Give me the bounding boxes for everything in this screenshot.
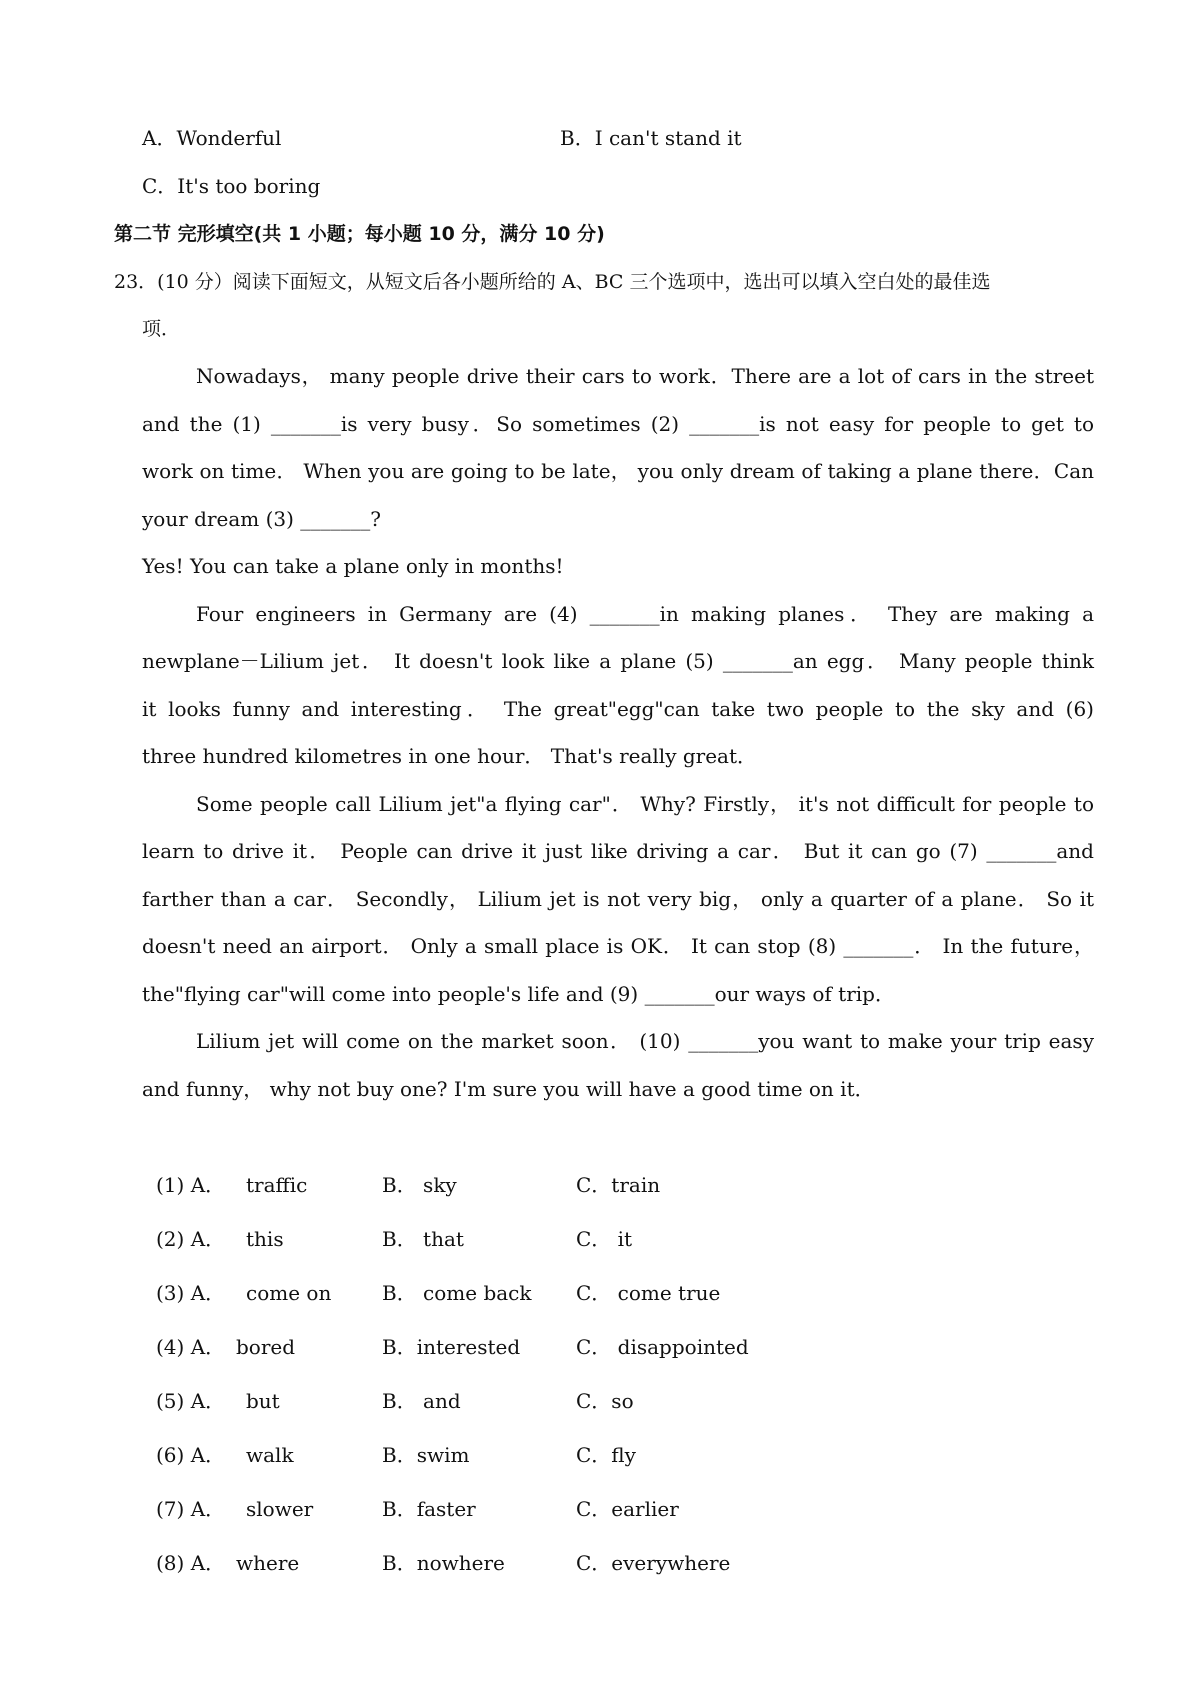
option-c: C．train — [576, 1173, 661, 1197]
q22-option-c: C．It's too boring — [142, 174, 321, 198]
q22-option-b: B．I can't stand it — [560, 126, 742, 150]
option-b: B． and — [382, 1389, 461, 1413]
option-b: B．faster — [382, 1497, 476, 1521]
passage-line: doesn't need an airport． Only a small place is OK． It can stop (8) _______． In the future， — [142, 934, 1094, 958]
option-c: C．everywhere — [576, 1551, 731, 1575]
option-number: (4) A． — [156, 1335, 226, 1359]
option-c: C． disappointed — [576, 1335, 749, 1359]
passage-line: Four engineers in Germany are (4) _______in making planes． They are making a — [196, 602, 1094, 626]
option-a: bored — [236, 1335, 296, 1359]
option-a: this — [246, 1227, 284, 1251]
option-b: B．nowhere — [382, 1551, 505, 1575]
option-a: where — [236, 1551, 300, 1575]
passage-line: Lilium jet will come on the market soon． (10) _______you want to make your trip easy — [196, 1029, 1094, 1053]
passage-line: farther than a car． Secondly， Lilium jet is not very big， only a quarter of a plane． So it — [142, 887, 1094, 911]
q22-option-a: A．Wonderful — [142, 126, 282, 150]
option-b: B． come back — [382, 1281, 532, 1305]
option-c: C．earlier — [576, 1497, 679, 1521]
option-a: but — [246, 1389, 280, 1413]
option-number: (5) A． — [156, 1389, 226, 1413]
option-number: (6) A． — [156, 1443, 226, 1467]
option-number: (3) A． — [156, 1281, 226, 1305]
option-c: C．fly — [576, 1443, 636, 1467]
passage-line: three hundred kilometres in one hour． That's really great． — [142, 744, 758, 768]
option-number: (7) A． — [156, 1497, 226, 1521]
passage-line: your dream (3) _______? — [142, 507, 381, 531]
passage-line: Nowadays， many people drive their cars to work．There are a lot of cars in the street — [196, 364, 1094, 388]
passage-line: Some people call Lilium jet"a flying car"． Why? Firstly， it's not difficult for people to — [196, 792, 1094, 816]
section-heading: 第二节 完形填空(共 1 小题；每小题 10 分，满分 10 分) — [114, 223, 605, 245]
option-number: (2) A． — [156, 1227, 226, 1251]
option-c: C． it — [576, 1227, 633, 1251]
option-c: C．so — [576, 1389, 634, 1413]
passage-line: Yes! You can take a plane only in months! — [142, 554, 564, 578]
question-instruction-line2: 项． — [142, 318, 181, 340]
passage-line: it looks funny and interesting． The great"egg"can take two people to the sky and (6) — [142, 697, 1094, 721]
option-a: come on — [246, 1281, 332, 1305]
option-a: walk — [246, 1443, 294, 1467]
option-b: B．swim — [382, 1443, 470, 1467]
passage-line: the"flying car"will come into people's life and (9) _______our ways of trip． — [142, 982, 895, 1006]
passage-line: and the (1) _______is very busy．So sometimes (2) _______is not easy for people to get to — [142, 412, 1094, 436]
question-instruction-line1: 23．(10 分）阅读下面短文，从短文后各小题所给的 A、BC 三个选项中，选出可以填入空白处的最佳选 — [114, 271, 991, 293]
option-c: C． come true — [576, 1281, 721, 1305]
passage-line: work on time． When you are going to be late， you only dream of taking a plane there．Can — [142, 459, 1094, 483]
option-b: B．interested — [382, 1335, 521, 1359]
passage-line: learn to drive it． People can drive it just like driving a car． But it can go (7) _______and — [142, 839, 1094, 863]
option-b: B． that — [382, 1227, 464, 1251]
passage-line: and funny， why not buy one? I'm sure you will have a good time on it． — [142, 1077, 875, 1101]
option-number: (8) A． — [156, 1551, 226, 1575]
option-a: traffic — [246, 1173, 308, 1197]
option-number: (1) A． — [156, 1173, 226, 1197]
option-b: B． sky — [382, 1173, 457, 1197]
option-a: slower — [246, 1497, 314, 1521]
passage-line: newplane－Lilium jet． It doesn't look like a plane (5) _______an egg． Many people think — [142, 649, 1094, 673]
